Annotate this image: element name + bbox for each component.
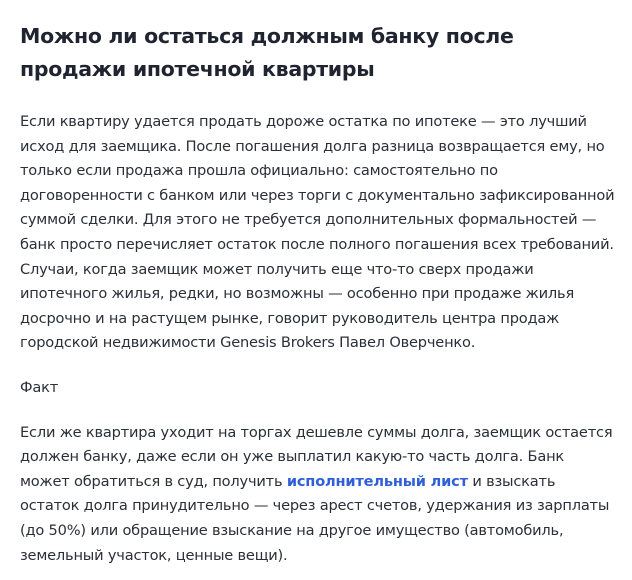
paragraph-sale-above-debt: Если квартиру удается продать дороже остатка по ипотеке — это лучший исход для заемщика. После погашения долга разница возвращается ему, но только если продажа прошла официально: самостоятельно по договоренности с банком или через торги с документально зафиксированной суммой сделки. Для этого не требуется дополнительных формальностей — банк просто перечисляет остаток после полного погашения всех требований. Случаи, когда заемщик может получить еще что-то сверх продажи ипотечного жилья, редки, но возможны — особенно при продаже жилья досрочно и на растущем рынке, говорит руководитель центра продаж городской недвижимости Genesis Brokers Павел Оверченко.	[20, 113, 615, 352]
fact-label: Факт	[20, 378, 59, 396]
paragraph-sale-below-debt	[20, 421, 616, 569]
paragraph-text-before-link: Если же квартира уходит на торгах дешевле суммы долга, заемщик остается должен банку, даже если он уже выплатил какую-то часть долга. Банк может обратиться в суд, получить	[20, 423, 613, 490]
article-title: Можно ли остаться должным банку после продажи ипотечной квартиры	[20, 24, 514, 81]
paragraph-text-after-link: и взыскать остаток долга принудительно — через арест счетов, удержания из зарплаты (до 50%) или обращение взыскание на другое имущество (автомобиль, земельный участок, ценные вещи).	[20, 472, 610, 564]
writ-of-execution-link[interactable]: исполнительный лист	[286, 472, 468, 490]
